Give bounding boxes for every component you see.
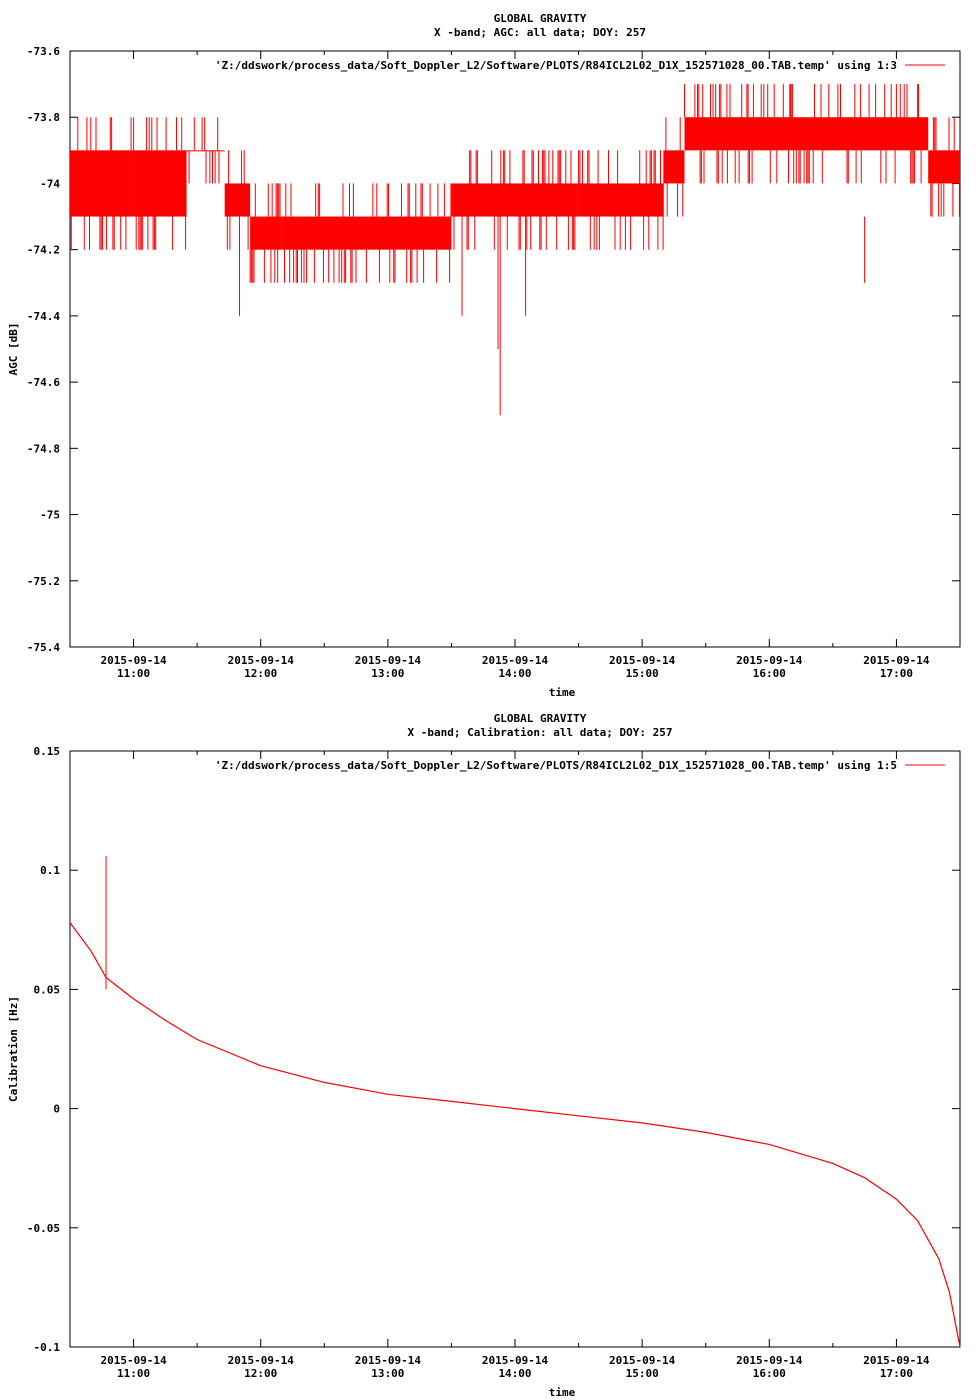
- x-tick-time-label: 12:00: [244, 1367, 278, 1380]
- data-band: [928, 150, 960, 183]
- y-tick-label: -73.6: [26, 45, 60, 58]
- y-axis-label: Calibration [Hz]: [7, 996, 20, 1102]
- data-band: [282, 217, 452, 250]
- x-tick-date-label: 2015-09-14: [354, 654, 421, 667]
- x-tick-date-label: 2015-09-14: [863, 654, 930, 667]
- data-band: [250, 217, 282, 250]
- y-tick-label: -74: [40, 177, 60, 191]
- y-tick-label: 0: [53, 1102, 60, 1116]
- y-tick-label: -0.05: [26, 1221, 60, 1235]
- legend-entry-label: 'Z:/ddswork/process_data/Soft_Doppler_L2/Software/PLOTS/R84ICL2L02_D1X_152571028_00.TAB.temp' using 1:5: [214, 759, 897, 772]
- series-0: [70, 856, 960, 1347]
- x-tick-date-label: 2015-09-14: [100, 654, 167, 667]
- chart-title: GLOBAL GRAVITY: [493, 12, 587, 25]
- x-tick-time-label: 14:00: [498, 1367, 532, 1380]
- chart-subtitle: X -band; Calibration: all data; DOY: 257: [407, 726, 673, 739]
- x-tick-time-label: 17:00: [879, 1367, 913, 1380]
- x-axis-label: time: [548, 1386, 576, 1399]
- series-0: [70, 84, 960, 415]
- chart-1: [7, 12, 960, 699]
- x-tick-date-label: 2015-09-14: [354, 1354, 421, 1367]
- x-tick-date-label: 2015-09-14: [863, 1354, 930, 1367]
- data-fringe: [189, 117, 219, 183]
- data-band: [685, 117, 929, 150]
- y-tick-label: -75.2: [26, 574, 60, 588]
- x-tick-time-label: 17:00: [879, 667, 913, 680]
- data-band: [451, 183, 578, 216]
- y-tick-label: -74.6: [26, 376, 60, 390]
- chart-2: [7, 712, 960, 1399]
- plot-frame: [70, 751, 960, 1347]
- y-tick-label: 0.1: [40, 864, 60, 878]
- data-band: [225, 183, 250, 216]
- y-tick-label: -75: [40, 508, 60, 522]
- chart-subtitle: X -band; AGC: all data; DOY: 257: [434, 26, 646, 39]
- y-tick-label: -0.1: [33, 1341, 60, 1354]
- x-tick-date-label: 2015-09-14: [736, 654, 803, 667]
- data-band: [579, 183, 664, 216]
- x-tick-date-label: 2015-09-14: [481, 1354, 549, 1367]
- x-tick-date-label: 2015-09-14: [609, 1354, 676, 1367]
- x-tick-date-label: 2015-09-14: [227, 1354, 294, 1367]
- data-band: [663, 150, 684, 183]
- x-tick-time-label: 16:00: [752, 1367, 786, 1380]
- y-tick-label: 0.15: [33, 745, 60, 758]
- y-axis-label: AGC [dB]: [7, 322, 20, 376]
- x-tick-time-label: 11:00: [117, 1367, 151, 1380]
- x-axis-label: time: [548, 686, 576, 699]
- x-tick-time-label: 11:00: [117, 667, 151, 680]
- legend-entry-label: 'Z:/ddswork/process_data/Soft_Doppler_L2/Software/PLOTS/R84ICL2L02_D1X_152571028_00.TAB.temp' using 1:3: [214, 59, 897, 72]
- chart-title: GLOBAL GRAVITY: [493, 712, 587, 725]
- x-tick-time-label: 15:00: [625, 667, 659, 680]
- x-tick-date-label: 2015-09-14: [227, 654, 294, 667]
- x-tick-date-label: 2015-09-14: [736, 1354, 803, 1367]
- x-tick-time-label: 16:00: [752, 667, 786, 680]
- x-tick-date-label: 2015-09-14: [609, 654, 676, 667]
- y-tick-label: -75.4: [26, 641, 60, 654]
- x-tick-time-label: 15:00: [625, 1367, 659, 1380]
- y-tick-label: -73.8: [26, 111, 60, 125]
- x-tick-time-label: 12:00: [244, 667, 278, 680]
- x-tick-date-label: 2015-09-14: [100, 1354, 167, 1367]
- y-tick-label: 0.05: [33, 983, 60, 997]
- data-line: [70, 923, 960, 1347]
- x-tick-time-label: 14:00: [498, 667, 532, 680]
- y-tick-label: -74.8: [26, 442, 60, 456]
- data-band: [134, 150, 187, 216]
- y-tick-label: -74.2: [26, 243, 60, 257]
- data-band: [70, 150, 134, 216]
- x-tick-time-label: 13:00: [371, 1367, 405, 1380]
- y-tick-label: -74.4: [26, 309, 60, 323]
- x-tick-date-label: 2015-09-14: [481, 654, 549, 667]
- x-tick-time-label: 13:00: [371, 667, 405, 680]
